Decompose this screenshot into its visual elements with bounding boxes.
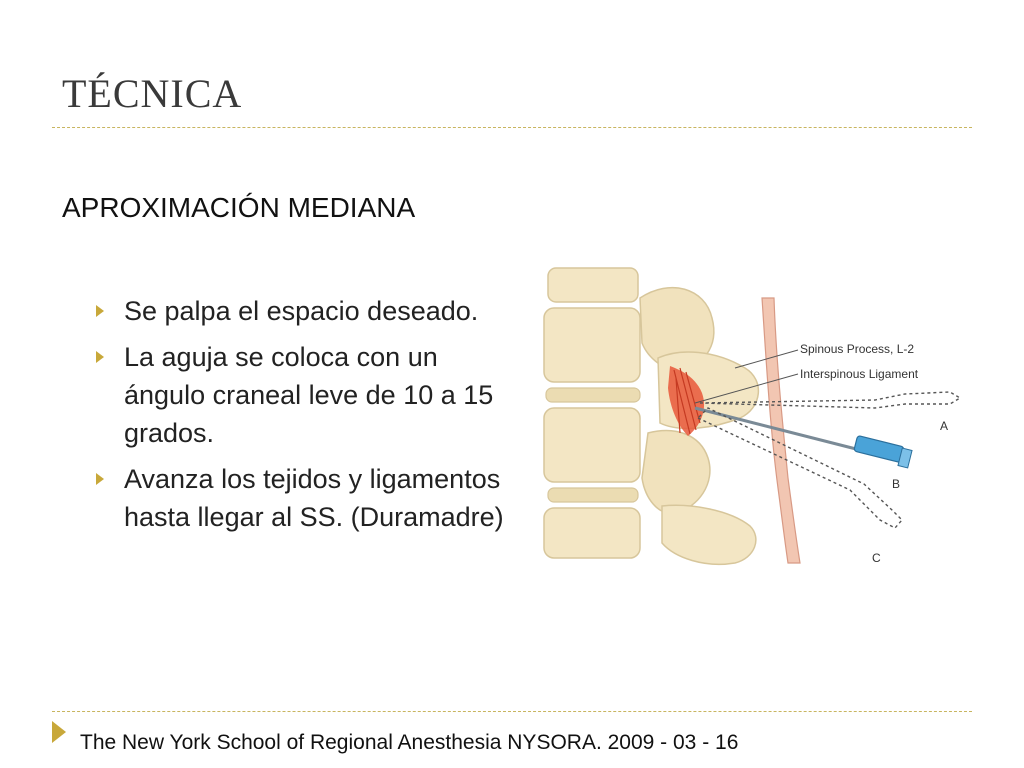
vertebral-bodies [544,268,640,558]
bullet-text: Se palpa el espacio deseado. [124,296,479,326]
bullet-arrow-icon [96,351,104,363]
spine-needle-illustration [530,258,970,578]
slide-subtitle: APROXIMACIÓN MEDIANA [62,192,416,223]
slide-title: TÉCNICA [62,71,243,116]
needle-c-outline [698,408,902,528]
bullet-text: La aguja se coloca con un ángulo craneal leve de 10 a 15 grados. [124,342,494,448]
bullet-item [90,338,510,452]
bullet-arrow-icon [96,473,104,485]
label-needle-c: C [872,551,881,565]
footer-text: The New York School of Regional Anesthesia NYSORA. 2009 - 03 - 16 [80,731,739,754]
bullet-list [90,292,510,544]
bullet-item [90,460,510,536]
posterior-elements [640,288,758,565]
label-needle-b: B [892,477,901,491]
bullet-text: Avanza los tejidos y ligamentos hasta llegar al SS. (Duramadre) [124,464,504,532]
label-interspinous-ligament: Interspinous Ligament [800,367,919,381]
title-divider [52,127,972,128]
footer-divider [52,711,972,712]
bullet-arrow-icon [96,305,104,317]
bullet-item [90,292,510,330]
label-spinous-process: Spinous Process, L-2 [800,342,915,356]
label-needle-a: A [940,419,949,433]
footer-arrow-icon [52,721,66,743]
needle-b-syringe [695,408,912,468]
